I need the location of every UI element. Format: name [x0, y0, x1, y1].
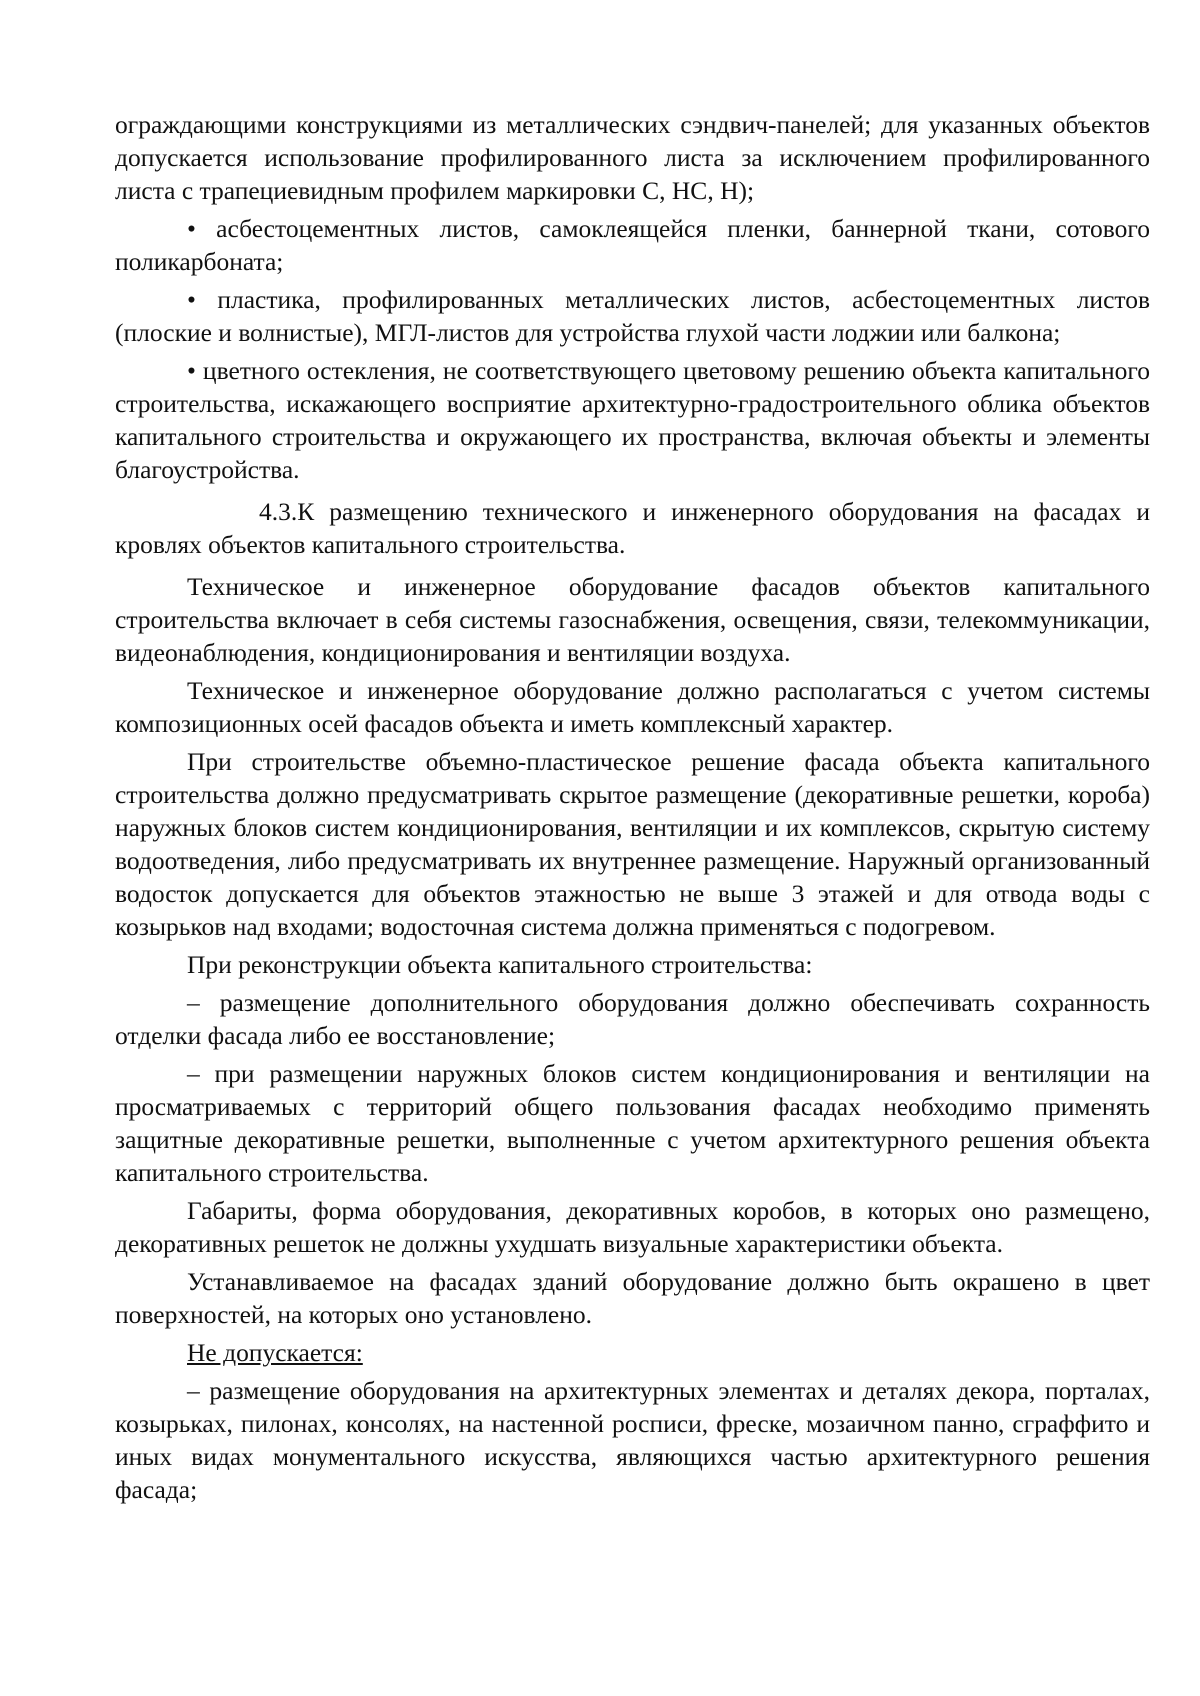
- dash-item-finish-preservation: – размещение дополнительного оборудования должно обеспечивать сохранность отделки фасада либо ее восстановление;: [115, 988, 1150, 1050]
- section-heading-text: К размещению технического и инженерного оборудования на фасадах и кровлях объектов капитального строительства.: [115, 497, 1150, 559]
- dash-item-placement-restrictions: – размещение оборудования на архитектурных элементах и деталях декора, порталах, козырьках, пилонах, консолях, на настенной росписи, фреске, мозаичном панно, сграффито и иных видах монументального искусства, являющихся частью архитектурного решения фасада;: [115, 1376, 1150, 1504]
- bullet-item-color-glazing: • цветного остекления, не соответствующего цветовому решению объекта капитального строительства, искажающего восприятие архитектурно-градостроительного облика объектов капитального строительства и окружающего их пространства, включая объекты и элементы благоустройства.: [115, 356, 1150, 484]
- paragraph-composition-axes: Техническое и инженерное оборудование должно располагаться с учетом системы композиционных осей фасадов объекта и иметь комплексный характер.: [115, 676, 1150, 738]
- paragraph-equipment-definition: Техническое и инженерное оборудование фасадов объектов капитального строительства включает в себя системы газоснабжения, освещения, связи, телекоммуникации, видеонаблюдения, кондиционирования и вентиляции воздуха.: [115, 572, 1150, 667]
- document-page: [115, 108, 1150, 1506]
- section-number: 4.3.: [259, 497, 298, 526]
- paragraph-continuation: ограждающими конструкциями из металлических сэндвич-панелей; для указанных объектов допускается использование профилированного листа за исключением профилированного листа с трапециевидным профилем маркировки С, НС, Н);: [115, 110, 1150, 205]
- not-allowed-label: Не допускается:: [187, 1338, 363, 1367]
- heading-not-allowed: [115, 1336, 1150, 1369]
- paragraph-reconstruction-intro: При реконструкции объекта капитального строительства:: [187, 950, 813, 979]
- bullet-item-plastic-sheets: • пластика, профилированных металлических листов, асбестоцементных листов (плоские и волнистые), МГЛ-листов для устройства глухой части лоджии или балкона;: [115, 285, 1150, 347]
- paragraph-dimensions: Габариты, форма оборудования, декоративных коробов, в которых оно размещено, декоративных решеток не должны ухудшать визуальные характеристики объекта.: [115, 1196, 1150, 1258]
- paragraph-paint-color: Устанавливаемое на фасадах зданий оборудование должно быть окрашено в цвет поверхностей, на которых оно установлено.: [115, 1267, 1150, 1329]
- bullet-item-asbestos-sheets: • асбестоцементных листов, самоклеящейся пленки, баннерной ткани, сотового поликарбоната;: [115, 214, 1150, 276]
- dash-item-decorative-grilles: – при размещении наружных блоков систем кондиционирования и вентиляции на просматриваемых с территорий общего пользования фасадах необходимо применять защитные декоративные решетки, выполненные с учетом архитектурного решения объекта капитального строительства.: [115, 1059, 1150, 1187]
- paragraph-construction-rules: При строительстве объемно-пластическое решение фасада объекта капитального строительства должно предусматривать скрытое размещение (декоративные решетки, короба) наружных блоков систем кондиционирования, вентиляции и их комплексов, скрытую систему водоотведения, либо предусматривать их внутреннее размещение. Наружный организованный водосток допускается для объектов этажностью не выше 3 этажей и для отвода воды с козырьков над входами; водосточная система должна применяться с подогревом.: [115, 747, 1150, 941]
- section-heading-4-3: [115, 495, 1150, 561]
